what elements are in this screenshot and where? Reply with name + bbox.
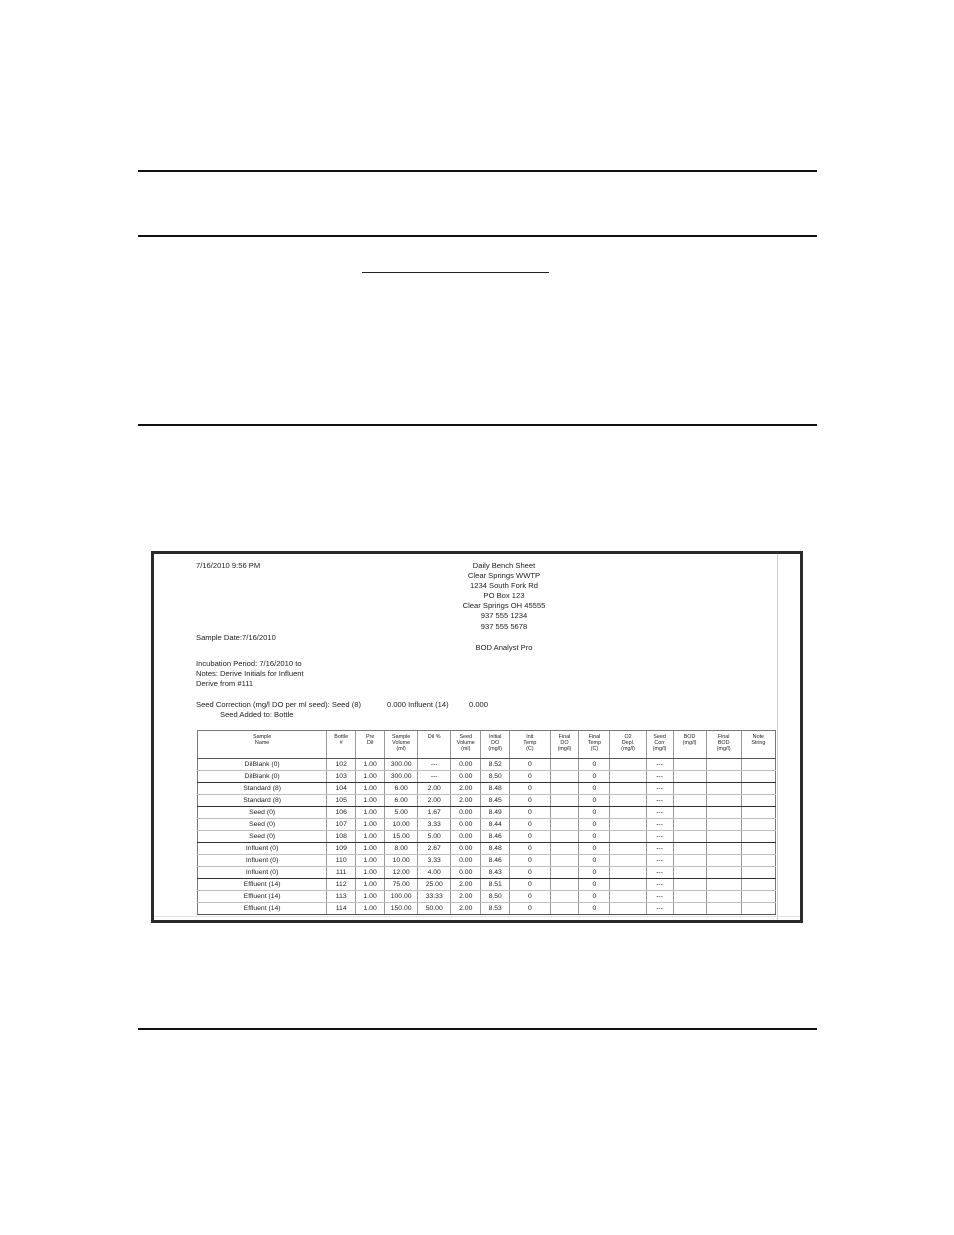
table-row xyxy=(198,879,776,891)
table-cell: 3.33 xyxy=(418,819,451,831)
table-cell: --- xyxy=(646,867,673,879)
facility-phone-1: 937 555 1234 xyxy=(480,611,528,621)
column-header xyxy=(646,731,673,759)
table-cell: 2.00 xyxy=(451,903,481,915)
table-cell: 0 xyxy=(510,903,550,915)
table-cell xyxy=(610,771,646,783)
table-cell: 12.00 xyxy=(385,867,418,879)
table-row xyxy=(198,759,776,771)
table-cell xyxy=(741,867,775,879)
facility-address-1: 1234 South Fork Rd xyxy=(470,581,538,591)
table-cell: 1.67 xyxy=(418,807,451,819)
incubation-period: Incubation Period: 7/16/2010 to xyxy=(196,659,302,668)
table-cell: 105 xyxy=(327,795,356,807)
report-header xyxy=(354,561,654,632)
table-row xyxy=(198,831,776,843)
table-cell: 0 xyxy=(579,855,610,867)
table-cell: 0 xyxy=(579,831,610,843)
table-cell xyxy=(610,879,646,891)
table-cell: 112 xyxy=(327,879,356,891)
table-row xyxy=(198,795,776,807)
table-cell: Influent (0) xyxy=(198,867,327,879)
table-cell: --- xyxy=(646,819,673,831)
table-cell: 50.00 xyxy=(418,903,451,915)
table-cell: 8.00 xyxy=(385,843,418,855)
table-cell: 5.00 xyxy=(418,831,451,843)
column-header-line: Dil % xyxy=(427,734,441,740)
table-cell: 0 xyxy=(510,783,550,795)
table-cell xyxy=(706,807,741,819)
table-cell xyxy=(706,819,741,831)
horizontal-rule-2 xyxy=(138,235,817,237)
table-row xyxy=(198,867,776,879)
table-cell: 6.00 xyxy=(385,795,418,807)
column-header xyxy=(510,731,550,759)
table-cell xyxy=(673,867,706,879)
table-row xyxy=(198,771,776,783)
table-cell xyxy=(673,879,706,891)
table-cell xyxy=(610,783,646,795)
column-header xyxy=(356,731,385,759)
column-header-line: (ml) xyxy=(461,746,471,753)
column-header-line: (ml) xyxy=(396,746,406,753)
table-cell: 0.00 xyxy=(451,771,481,783)
table-cell xyxy=(706,783,741,795)
table-cell xyxy=(550,855,579,867)
table-cell xyxy=(610,759,646,771)
column-header-line: (mg/l) xyxy=(716,746,731,753)
table-cell: 8.48 xyxy=(481,843,510,855)
column-header-line: (mg/l) xyxy=(682,740,697,747)
table-cell xyxy=(673,795,706,807)
table-cell xyxy=(673,843,706,855)
table-cell: 0 xyxy=(510,867,550,879)
table-cell: 8.49 xyxy=(481,807,510,819)
column-header xyxy=(327,731,356,759)
column-header xyxy=(481,731,510,759)
table-cell xyxy=(741,807,775,819)
table-cell xyxy=(673,891,706,903)
column-header-line: DO xyxy=(560,740,569,747)
table-cell: 0 xyxy=(510,831,550,843)
table-cell: 2.67 xyxy=(418,843,451,855)
column-header-line: Seed xyxy=(459,734,473,740)
column-header-line: Depl. xyxy=(621,740,635,747)
table-cell: 1.00 xyxy=(356,903,385,915)
table-cell: 8.45 xyxy=(481,795,510,807)
table-cell xyxy=(741,783,775,795)
table-cell: 8.43 xyxy=(481,867,510,879)
table-cell: 300.00 xyxy=(385,759,418,771)
table-cell xyxy=(550,807,579,819)
column-header-line: Note xyxy=(752,734,765,740)
table-cell: 0 xyxy=(579,759,610,771)
column-header-line: (C) xyxy=(590,746,599,753)
screenshot-scroll-edge xyxy=(777,554,778,920)
table-cell: 0 xyxy=(579,807,610,819)
table-cell: 0 xyxy=(579,867,610,879)
facility-address-2: PO Box 123 xyxy=(483,591,525,601)
table-cell: 15.00 xyxy=(385,831,418,843)
table-header-row xyxy=(198,731,776,759)
report-notes: Notes: Derive Initials for Influent xyxy=(196,669,304,678)
table-cell: 104 xyxy=(327,783,356,795)
table-cell xyxy=(706,831,741,843)
table-cell xyxy=(550,867,579,879)
table-cell: 8.44 xyxy=(481,819,510,831)
table-cell xyxy=(741,891,775,903)
table-cell xyxy=(741,879,775,891)
column-header-line: Final xyxy=(588,734,601,740)
column-header-line: String xyxy=(751,740,766,747)
table-cell: 5.00 xyxy=(385,807,418,819)
table-cell: 3.33 xyxy=(418,855,451,867)
table-cell: --- xyxy=(646,903,673,915)
table-cell: 150.00 xyxy=(385,903,418,915)
table-cell: --- xyxy=(646,807,673,819)
table-cell: DilBlank (0) xyxy=(198,771,327,783)
column-header xyxy=(706,731,741,759)
horizontal-rule-1 xyxy=(138,170,817,172)
table-cell xyxy=(610,891,646,903)
column-header-line: Final xyxy=(717,734,730,740)
table-cell: 0 xyxy=(510,771,550,783)
table-cell: --- xyxy=(646,855,673,867)
table-cell: 1.00 xyxy=(356,891,385,903)
table-cell xyxy=(673,807,706,819)
seed-added-to: Seed Added to: Bottle xyxy=(220,710,294,719)
column-header-line: Volume xyxy=(392,740,411,747)
table-cell: 113 xyxy=(327,891,356,903)
report-timestamp: 7/16/2010 9:56 PM xyxy=(196,561,261,570)
table-cell xyxy=(706,867,741,879)
column-header-line: (C) xyxy=(526,746,534,753)
table-cell xyxy=(673,771,706,783)
column-header-line: Temp xyxy=(587,740,602,747)
bench-sheet-screenshot xyxy=(151,551,803,923)
column-header xyxy=(579,731,610,759)
table-cell xyxy=(741,771,775,783)
table-cell: 10.00 xyxy=(385,855,418,867)
table-cell: 2.00 xyxy=(451,891,481,903)
table-cell xyxy=(673,759,706,771)
table-cell xyxy=(610,855,646,867)
table-cell: 103 xyxy=(327,771,356,783)
seed-correction-label: Seed Correction (mg/l DO per ml seed): Seed (8) xyxy=(196,700,362,709)
table-cell: 0 xyxy=(579,771,610,783)
table-cell xyxy=(741,855,775,867)
table-cell xyxy=(610,843,646,855)
table-cell: 0.00 xyxy=(451,831,481,843)
table-cell: Standard (8) xyxy=(198,795,327,807)
table-cell: 8.52 xyxy=(481,759,510,771)
table-cell xyxy=(550,771,579,783)
table-cell: 0 xyxy=(510,891,550,903)
table-body xyxy=(198,759,776,915)
table-cell: 4.00 xyxy=(418,867,451,879)
table-cell: --- xyxy=(646,783,673,795)
table-cell: 0 xyxy=(510,795,550,807)
table-cell xyxy=(550,843,579,855)
table-cell: 0 xyxy=(510,879,550,891)
table-cell: --- xyxy=(646,795,673,807)
table-cell xyxy=(673,831,706,843)
table-cell: 0 xyxy=(579,795,610,807)
column-header xyxy=(385,731,418,759)
column-header-line: Final xyxy=(558,734,571,740)
table-cell xyxy=(610,807,646,819)
horizontal-rule-3 xyxy=(138,424,817,426)
table-cell xyxy=(550,819,579,831)
facility-city: Clear Springs OH 45555 xyxy=(462,601,546,611)
table-cell: --- xyxy=(646,879,673,891)
table-cell: 0.00 xyxy=(451,759,481,771)
table-cell xyxy=(741,903,775,915)
table-cell: 8.50 xyxy=(481,771,510,783)
table-cell xyxy=(550,903,579,915)
table-cell xyxy=(706,795,741,807)
table-cell: 10.00 xyxy=(385,819,418,831)
table-cell: 8.51 xyxy=(481,879,510,891)
column-header-line: (mg/l) xyxy=(621,746,635,753)
table-cell: 8.53 xyxy=(481,903,510,915)
table-cell: 0 xyxy=(579,879,610,891)
table-cell: 0 xyxy=(579,819,610,831)
table-cell: Effluent (14) xyxy=(198,903,327,915)
table-cell: 0.00 xyxy=(451,819,481,831)
table-cell: 1.00 xyxy=(356,807,385,819)
column-header-line: (mg/l) xyxy=(652,746,667,753)
table-cell: --- xyxy=(646,843,673,855)
column-header xyxy=(418,731,451,759)
table-cell: 8.46 xyxy=(481,855,510,867)
table-cell: 109 xyxy=(327,843,356,855)
table-row xyxy=(198,783,776,795)
table-cell xyxy=(741,759,775,771)
table-cell: 114 xyxy=(327,903,356,915)
table-cell xyxy=(706,759,741,771)
column-header-line: Sample xyxy=(392,734,411,740)
column-header-line: Temp xyxy=(523,740,537,747)
column-header-line: Corr xyxy=(654,740,665,747)
table-cell: Influent (0) xyxy=(198,843,327,855)
table-cell: 0.00 xyxy=(451,843,481,855)
table-cell: 2.00 xyxy=(418,795,451,807)
table-cell: 0 xyxy=(510,807,550,819)
derive-from: Derive from #111 xyxy=(196,679,254,688)
table-cell: DilBlank (0) xyxy=(198,759,327,771)
table-cell xyxy=(706,855,741,867)
sample-date: Sample Date:7/16/2010 xyxy=(196,633,276,642)
facility-name: Clear Springs WWTP xyxy=(467,571,541,581)
column-header-line: BOD xyxy=(683,734,696,740)
table-cell: Effluent (14) xyxy=(198,879,327,891)
table-cell: 8.48 xyxy=(481,783,510,795)
table-cell: 100.00 xyxy=(385,891,418,903)
table-cell: 0 xyxy=(579,891,610,903)
table-cell xyxy=(741,819,775,831)
table-cell: 6.00 xyxy=(385,783,418,795)
column-header-line: (mg/l) xyxy=(557,746,572,753)
table-cell xyxy=(706,771,741,783)
table-cell xyxy=(673,903,706,915)
table-cell xyxy=(741,831,775,843)
seed-correction-value-2: 0.000 xyxy=(469,700,489,709)
column-header-line: Sample xyxy=(252,734,272,740)
table-row xyxy=(198,807,776,819)
table-cell: 102 xyxy=(327,759,356,771)
bench-sheet-table xyxy=(197,730,776,915)
column-header-line: BOD xyxy=(717,740,730,747)
table-cell: Standard (8) xyxy=(198,783,327,795)
table-cell xyxy=(550,879,579,891)
table-cell: 0.00 xyxy=(451,855,481,867)
table-cell: 1.00 xyxy=(356,879,385,891)
table-cell: 107 xyxy=(327,819,356,831)
table-cell xyxy=(610,903,646,915)
column-header xyxy=(451,731,481,759)
table-cell xyxy=(673,855,706,867)
table-cell: 1.00 xyxy=(356,867,385,879)
table-cell: --- xyxy=(418,759,451,771)
table-cell: 1.00 xyxy=(356,783,385,795)
table-cell xyxy=(550,783,579,795)
table-cell: 2.00 xyxy=(451,783,481,795)
table-cell: 0.00 xyxy=(451,867,481,879)
table-cell xyxy=(550,831,579,843)
table-cell xyxy=(610,867,646,879)
table-cell xyxy=(706,843,741,855)
table-cell: 1.00 xyxy=(356,819,385,831)
column-header-line: Name xyxy=(254,740,270,747)
software-name: BOD Analyst Pro xyxy=(475,643,533,652)
table-cell: Seed (0) xyxy=(198,819,327,831)
table-cell xyxy=(610,819,646,831)
table-cell: 108 xyxy=(327,831,356,843)
table-cell xyxy=(706,903,741,915)
table-cell: Seed (0) xyxy=(198,831,327,843)
table-cell xyxy=(741,843,775,855)
table-cell: 1.00 xyxy=(356,843,385,855)
table-cell xyxy=(673,783,706,795)
table-cell: 0 xyxy=(579,783,610,795)
table-cell: --- xyxy=(646,759,673,771)
table-cell xyxy=(706,891,741,903)
table-cell: --- xyxy=(646,891,673,903)
table-cell: 1.00 xyxy=(356,795,385,807)
table-cell: 0 xyxy=(510,759,550,771)
column-header-line: Seed xyxy=(653,734,666,740)
table-row xyxy=(198,843,776,855)
table-cell: 2.00 xyxy=(418,783,451,795)
table-cell: 8.50 xyxy=(481,891,510,903)
table-cell: 33.33 xyxy=(418,891,451,903)
column-header xyxy=(741,731,775,759)
table-cell: 2.00 xyxy=(451,879,481,891)
column-header-line: Dil xyxy=(366,740,374,747)
table-cell: 0 xyxy=(510,855,550,867)
table-cell: --- xyxy=(646,831,673,843)
table-cell: 110 xyxy=(327,855,356,867)
table-cell: Effluent (14) xyxy=(198,891,327,903)
horizontal-rule-4 xyxy=(138,1028,817,1030)
column-header-line: O2 xyxy=(624,734,632,740)
column-header-line: Bottle xyxy=(334,734,349,740)
screenshot-bottom-edge xyxy=(154,916,800,917)
blank-underline xyxy=(362,272,549,273)
table-cell: Seed (0) xyxy=(198,807,327,819)
column-header xyxy=(198,731,327,759)
column-header xyxy=(550,731,579,759)
table-cell: 1.00 xyxy=(356,855,385,867)
table-cell xyxy=(673,819,706,831)
table-cell: 0.00 xyxy=(451,807,481,819)
column-header-line: Initial xyxy=(488,734,502,740)
table-cell xyxy=(550,759,579,771)
table-cell xyxy=(610,831,646,843)
table-cell: 25.00 xyxy=(418,879,451,891)
table-cell: 0 xyxy=(510,819,550,831)
seed-correction-value-1: 0.000 Influent (14) xyxy=(387,700,449,709)
table-row xyxy=(198,903,776,915)
column-header-line: Volume xyxy=(456,740,475,747)
table-cell: 111 xyxy=(327,867,356,879)
report-title: Daily Bench Sheet xyxy=(472,561,536,570)
table-cell: 75.00 xyxy=(385,879,418,891)
column-header xyxy=(610,731,646,759)
facility-phone-2: 937 555 5678 xyxy=(480,621,528,631)
table-cell: Influent (0) xyxy=(198,855,327,867)
table-row xyxy=(198,891,776,903)
table-cell: 0 xyxy=(579,843,610,855)
column-header xyxy=(673,731,706,759)
table-row xyxy=(198,819,776,831)
table-cell xyxy=(550,891,579,903)
table-row xyxy=(198,855,776,867)
table-cell: 1.00 xyxy=(356,759,385,771)
table-cell: 300.00 xyxy=(385,771,418,783)
table-cell: 2.00 xyxy=(451,795,481,807)
table-cell xyxy=(741,795,775,807)
column-header-line: Init xyxy=(526,734,534,740)
table-cell xyxy=(610,795,646,807)
column-header-line: Pre xyxy=(365,734,375,740)
table-cell xyxy=(706,879,741,891)
table-cell: 0 xyxy=(510,843,550,855)
table-cell: 0 xyxy=(579,903,610,915)
column-header-line: DO xyxy=(491,740,500,747)
table-cell xyxy=(550,795,579,807)
table-cell: 1.00 xyxy=(356,831,385,843)
table-cell: 106 xyxy=(327,807,356,819)
column-header-line: (mg/l) xyxy=(488,746,503,753)
table-cell: --- xyxy=(418,771,451,783)
column-header-line: # xyxy=(339,740,343,747)
table-cell: 1.00 xyxy=(356,771,385,783)
table-cell: --- xyxy=(646,771,673,783)
table-cell: 8.46 xyxy=(481,831,510,843)
